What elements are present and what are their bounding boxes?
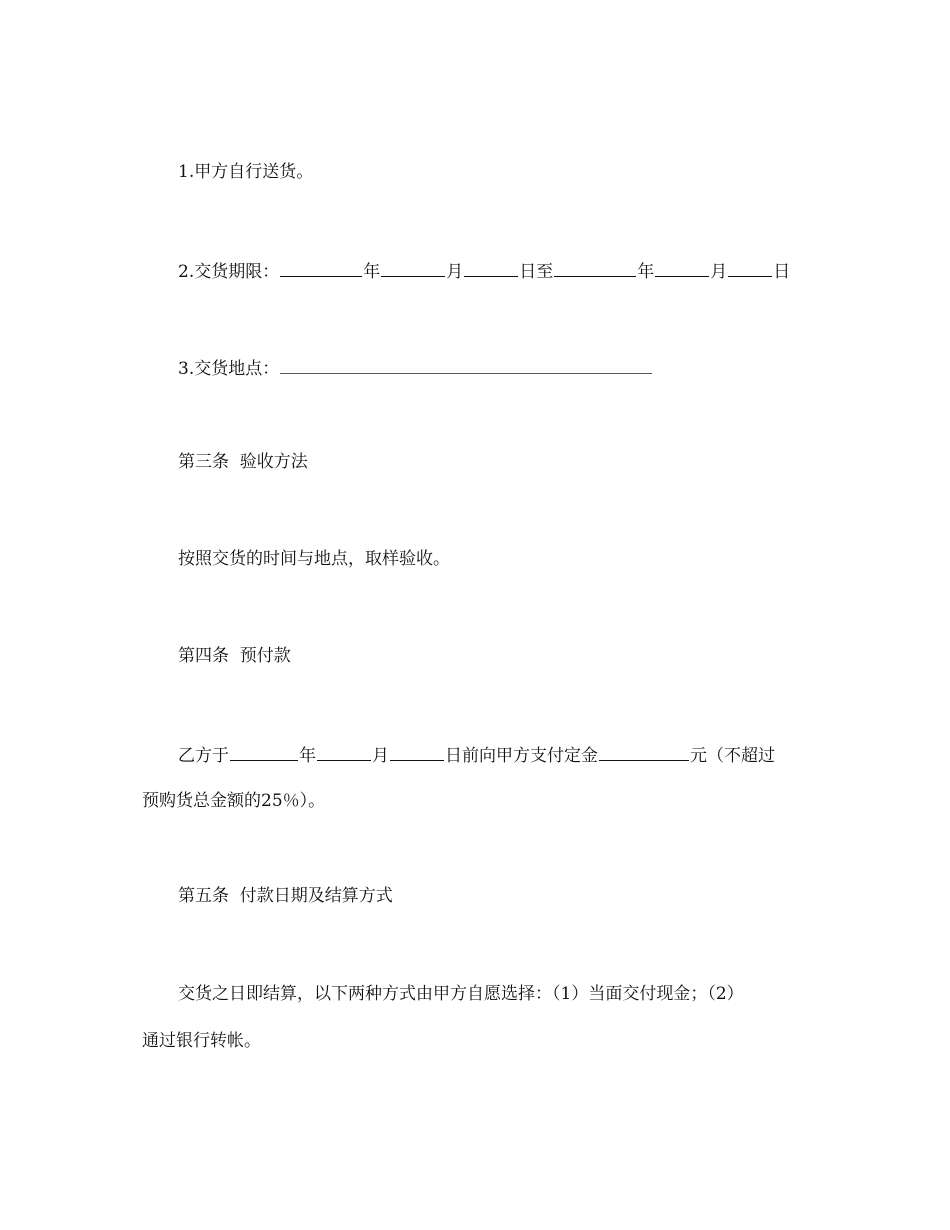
month-label: 月	[372, 746, 389, 766]
day-label: 日	[773, 262, 791, 282]
article-5-line-1-text: 交货之日即结算，以下两种方式由甲方自愿选择：（1）当面交付现金；（2）	[178, 984, 744, 1004]
month-label: 月	[710, 262, 728, 282]
item-3-prefix: 3.交货地点：	[178, 359, 280, 379]
delivery-start-month-blank	[381, 258, 445, 277]
article-4-day-text: 日前向甲方支付定金	[445, 746, 598, 766]
article-5-body-line-1	[142, 984, 850, 1005]
article-4-title	[142, 646, 850, 667]
article-5-line-2-text: 通过银行转帐。	[142, 1031, 261, 1051]
article-5-heading: 第五条 付款日期及结算方式	[178, 886, 393, 906]
delivery-end-year-blank	[554, 258, 636, 277]
deposit-day-blank	[390, 742, 444, 761]
delivery-end-month-blank	[655, 258, 709, 277]
article-4-prefix: 乙方于	[178, 746, 229, 766]
clause-item-1	[142, 162, 850, 183]
year-label: 年	[299, 746, 316, 766]
article-3-title	[142, 452, 850, 473]
clause-item-2	[142, 258, 850, 283]
day-to-label: 日至	[519, 262, 554, 282]
delivery-end-day-blank	[728, 258, 772, 277]
delivery-start-day-blank	[464, 258, 518, 277]
year-label: 年	[637, 262, 655, 282]
article-3-heading: 第三条 验收方法	[178, 452, 308, 472]
delivery-location-blank	[280, 355, 652, 374]
item-2-prefix: 2.交货期限：	[178, 262, 280, 282]
year-label: 年	[363, 262, 381, 282]
clause-item-3	[142, 355, 850, 380]
article-3-body	[142, 549, 850, 570]
article-3-text: 按照交货的时间与地点，取样验收。	[178, 549, 450, 569]
deposit-amount-blank	[599, 742, 689, 761]
article-4-body-line-2	[142, 791, 814, 812]
article-5-body-line-2	[142, 1031, 814, 1052]
delivery-start-year-blank	[280, 258, 362, 277]
article-4-line-2-text: 预购货总金额的25％）。	[142, 791, 326, 811]
article-4-heading: 第四条 预付款	[178, 646, 291, 666]
article-4-yuan-text: 元（不超过	[690, 746, 775, 766]
item-1-text: 1.甲方自行送货。	[178, 162, 314, 182]
article-5-title	[142, 886, 850, 907]
deposit-month-blank	[317, 742, 371, 761]
deposit-year-blank	[230, 742, 298, 761]
month-label: 月	[446, 262, 464, 282]
article-4-body-line-1	[142, 742, 850, 767]
